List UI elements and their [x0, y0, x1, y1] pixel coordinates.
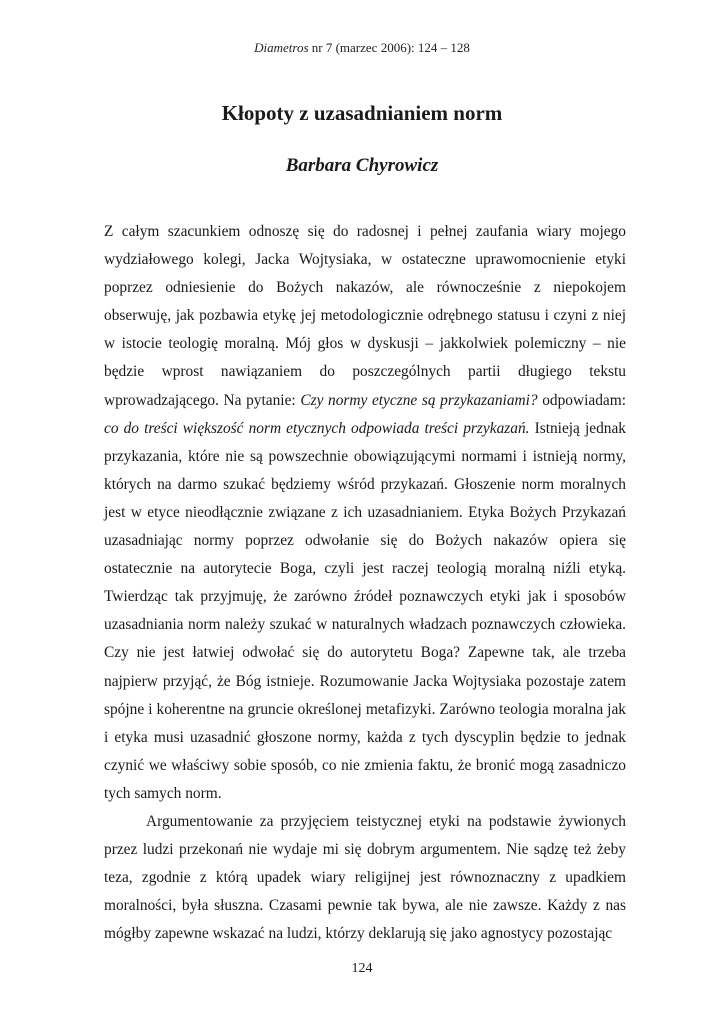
running-header [0, 40, 724, 56]
article-author: Barbara Chyrowicz [285, 155, 439, 176]
journal-name: Diametros [254, 40, 309, 55]
article-body [104, 218, 626, 948]
question-quote: Czy normy etyczne są przykazaniami? [300, 391, 538, 409]
paragraph-2: Argumentowanie za przyjęciem teistycznej etyki na podstawie żywionych przez ludzi przekonań nie wydaje mi się dobrym argumentem. Nie sądzę też żeby teza, zgodnie z którą upadek wiary religijnej jest równoznaczny z upadkiem moralności, była słuszna. Czasami pewnie tak bywa, ale nie zawsze. Każdy z nas mógłby zapewne wskazać na ludzi, którzy deklarują się jako agnostycy pozostając [104, 812, 626, 943]
article-title: Kłopoty z uzasadnianiem norm [221, 101, 503, 125]
page-number: 124 [351, 961, 373, 976]
answer-quote: co do treści większość norm etycznych odpowiada treści przykazań. [104, 419, 530, 437]
journal-citation: nr 7 (marzec 2006): 124 – 128 [308, 40, 470, 55]
paragraph-1 [104, 218, 626, 808]
paragraph-1-part-1: Z całym szacunkiem odnoszę się do radosnej i pełnej zaufania wiary mojego wydziałowego kolegi, Jacka Wojtysiaka, w ostateczne uprawomocnienie etyki poprzez odniesienie do Bożych nakazów, ale równocześnie z niepokojem obserwuję, jak pozbawia etykę jej metodologicznie odrębnego statusu i czyni z niej w istocie teologię moralną. Mój głos w dyskusji – jakkolwiek polemiczny – nie będzie wprost nawiązaniem do poszczególnych partii długiego tekstu wprowadzającego. Na pytanie: [104, 223, 626, 409]
paragraph-1-part-2: odpowiadam: [537, 391, 626, 409]
paragraph-1-part-3: Istnieją jednak przykazania, które nie są powszechnie obowiązującymi normami i istnieją normy, których na darmo szukać będziemy wśród przykazań. Głoszenie norm moralnych jest w etyce nieodłącznie związane z ich uzasadnianiem. Etyka Bożych Przykazań uzasadniając normy poprzez odwołanie się do Bożych nakazów opiera się ostatecznie na autorytecie Boga, czyli jest raczej teologią moralną niźli etyką. Twierdząc tak przyjmuję, że zarówno źródeł poznawczych etyki jak i sposobów uzasadniania norm należy szukać w naturalnych władzach poznawczych człowieka. Czy nie jest łatwiej odwołać się do autorytetu Boga? Zapewne tak, ale trzeba najpierw przyjąć, że Bóg istnieje. Rozumowanie Jacka Wojtysiaka pozostaje zatem spójne i koherentne na gruncie określonej metafizyki. Zarówno teologia moralna jak i etyka musi uzasadnić głoszone normy, każda z tych dyscyplin będzie to jednak czynić we właściwy sobie sposób, co nie zmienia faktu, że bronić mogą zasadniczo tych samych norm. [104, 419, 626, 802]
